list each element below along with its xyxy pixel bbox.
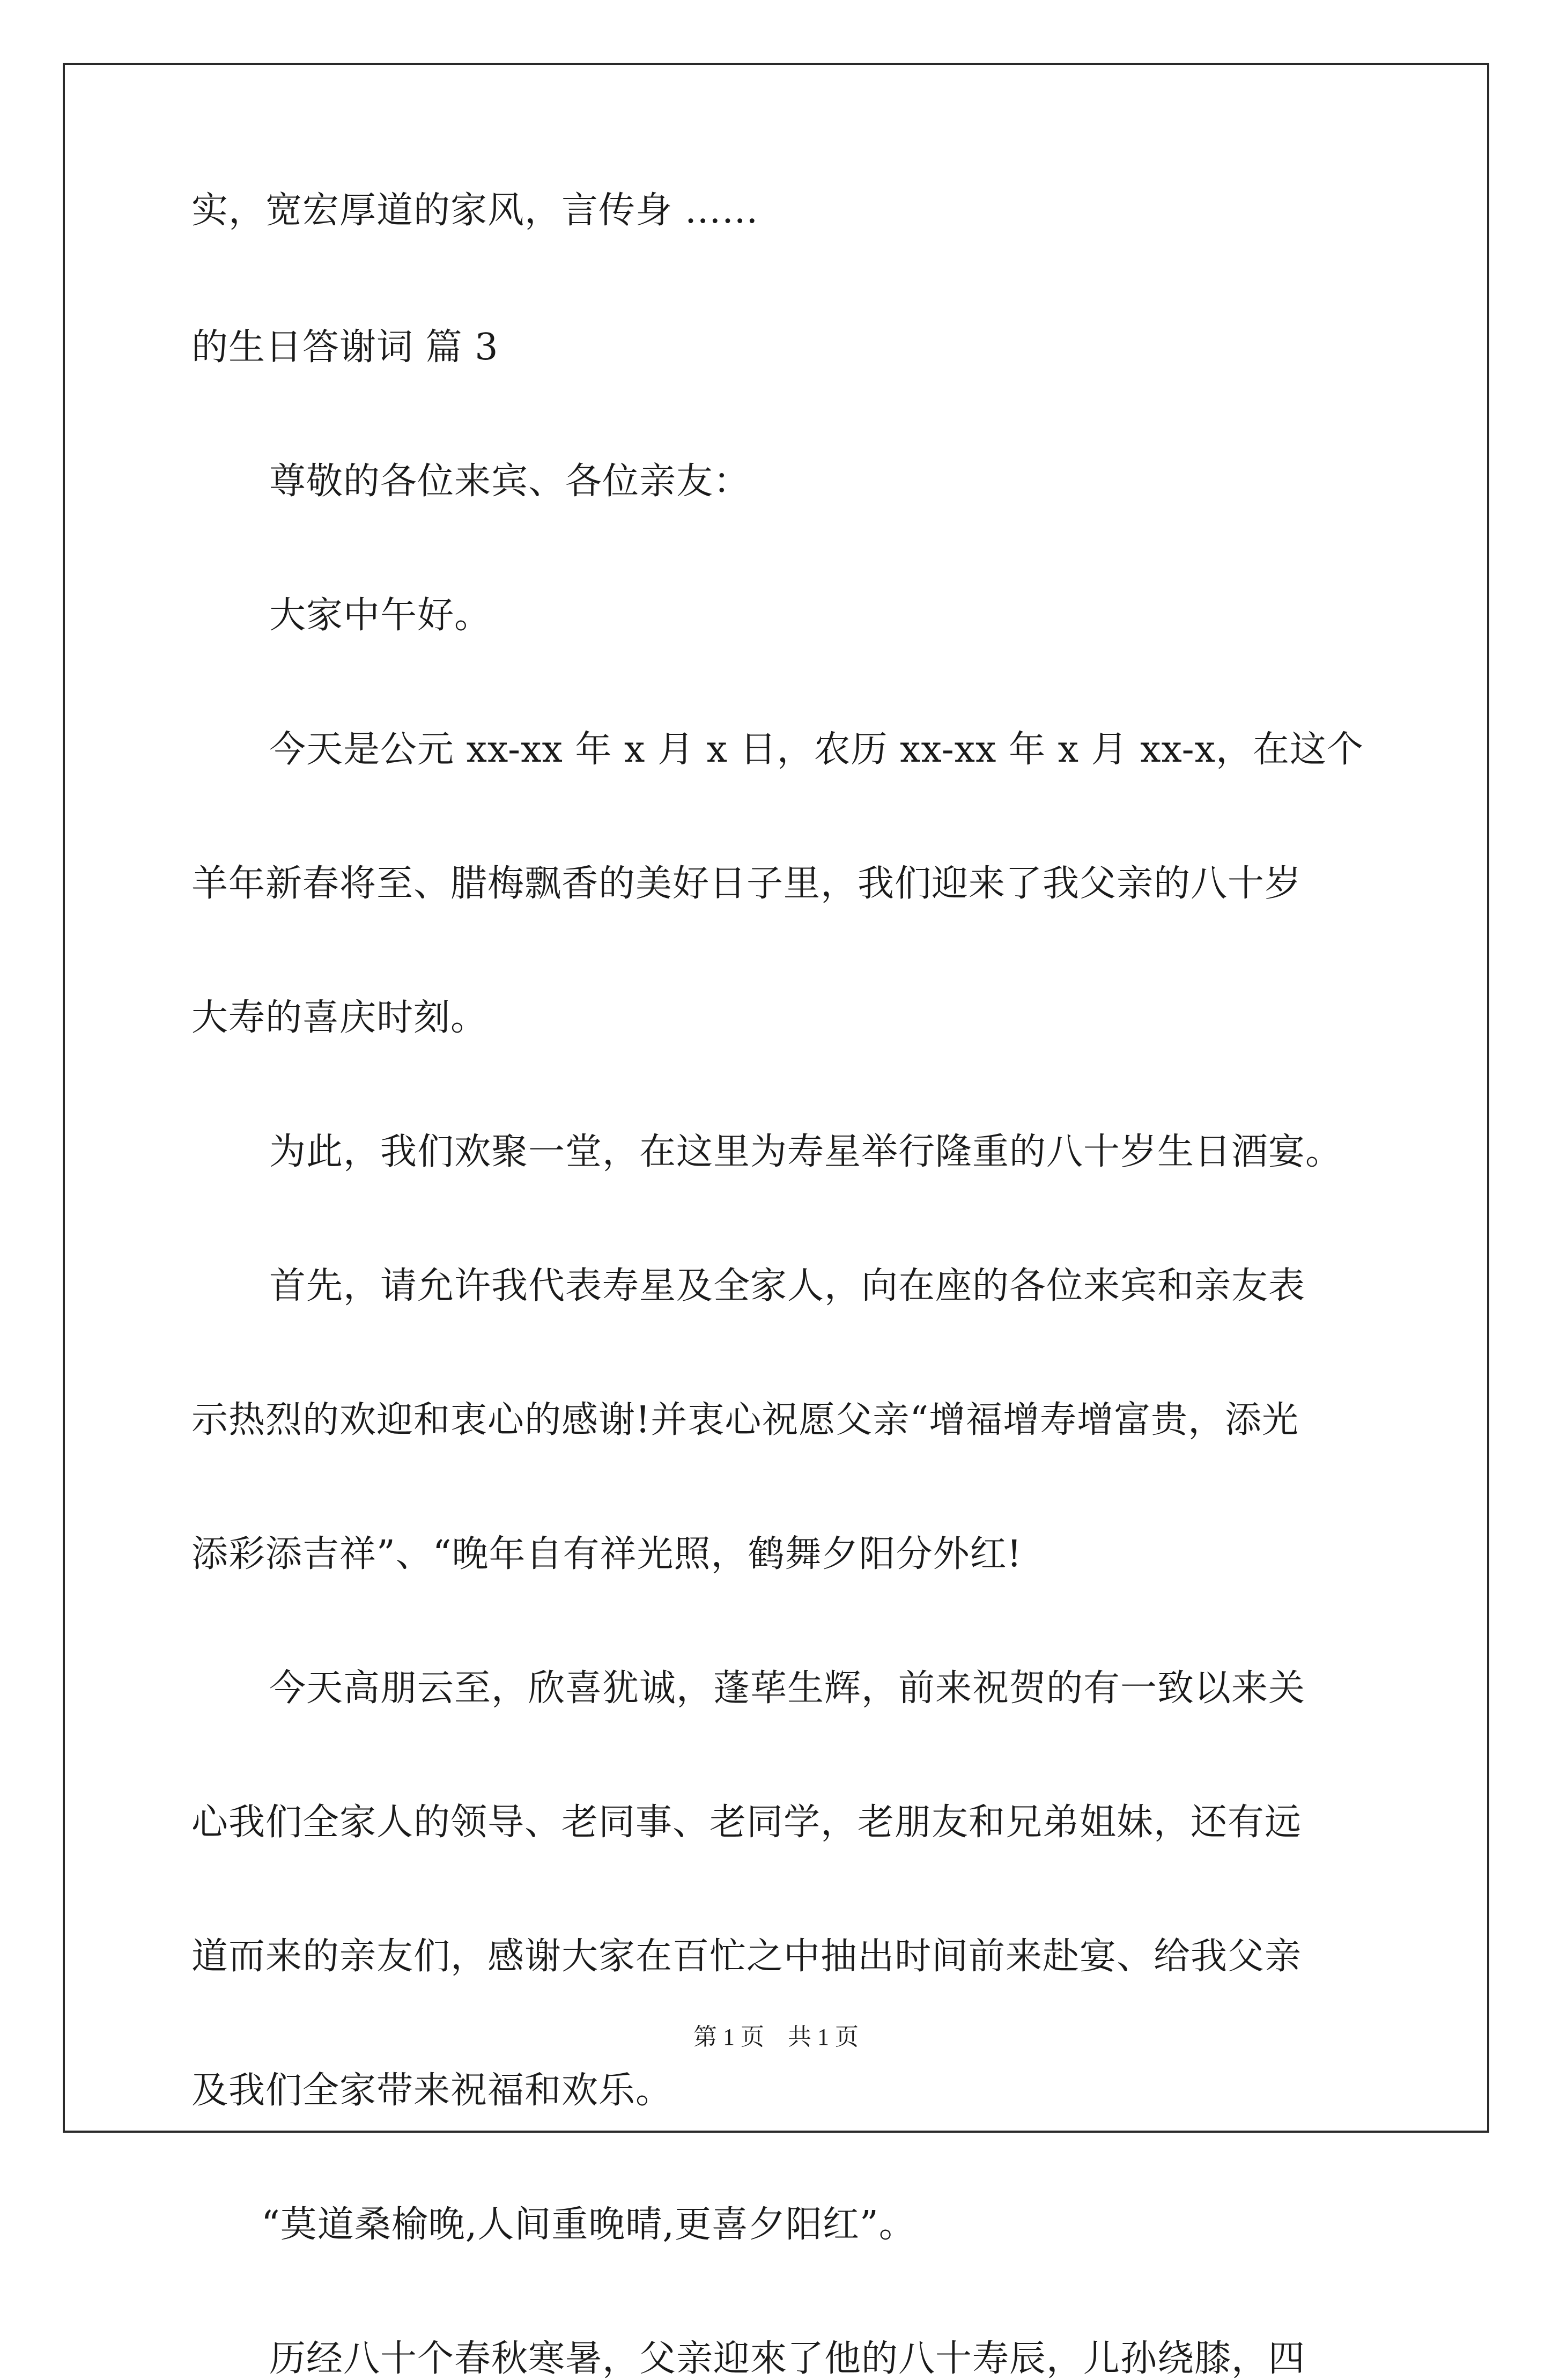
text-line: “莫道桑榆晚,人间重晚晴,更喜夕阳红”。 [261,2204,916,2246]
text-line: 示热烈的欢迎和衷心的感谢!并衷心祝愿父亲“增福增寿增富贵，添光 [191,1399,1299,1441]
text-line: 羊年新春将至、腊梅飘香的美好日子里，我们迎来了我父亲的八十岁 [191,863,1302,905]
section-heading: 的生日答谢词 篇 3 [191,326,499,369]
text-line: 及我们全家带来祝福和欢乐。 [191,2069,673,2112]
text-line: 为此，我们欢聚一堂，在这里为寿星举行隆重的八十岁生日酒宴。 [269,1131,1343,1173]
text-line: 今天高朋云至，欣喜犹诚，蓬荜生辉，前来祝贺的有一致以来关 [269,1667,1306,1710]
text-line: 心我们全家人的领导、老同事、老同学，老朋友和兄弟姐妹，还有远 [191,1801,1302,1844]
text-line: 添彩添吉祥”、“晚年自有祥光照，鹤舞夕阳分外红! [191,1533,1022,1575]
text-line: 尊敬的各位来宾、各位亲友： [269,460,751,503]
text-line: 今天是公元 xx-xx 年 x 月 x 日，农历 xx-xx 年 x 月 xx-x，在这个 [269,728,1364,771]
text-line: 大寿的喜庆时刻。 [191,997,488,1039]
text-line: 首先，请允许我代表寿星及全家人，向在座的各位来宾和亲友表 [269,1265,1306,1307]
text-line: 历经八十个春秋寒暑，父亲迎來了他的八十寿辰，儿孙绕膝，四 [269,2338,1306,2380]
text-line: 大家中午好。 [269,594,492,637]
text-line: 实，宽宏厚道的家风，言传身 …… [191,189,759,232]
text-line: 道而来的亲友们，感谢大家在百忙之中抽出时间前来赴宴、给我父亲 [191,1935,1302,1978]
page-number-footer: 第 1 页 共 1 页 [693,2024,859,2050]
